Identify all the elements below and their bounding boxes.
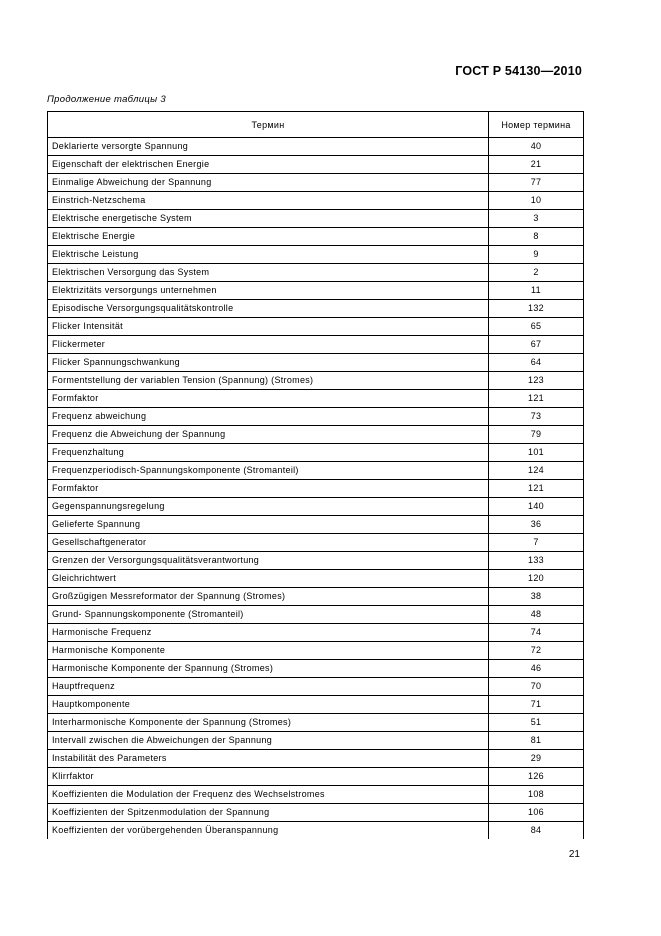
term-number-cell: 65	[489, 318, 584, 336]
term-number-cell: 72	[489, 642, 584, 660]
term-cell: Frequenz abweichung	[48, 408, 489, 426]
term-number-cell: 67	[489, 336, 584, 354]
term-number-cell: 106	[489, 804, 584, 822]
term-cell: Einstrich-Netzschema	[48, 192, 489, 210]
table-row	[48, 606, 584, 624]
term-number-cell: 21	[489, 156, 584, 174]
table-row	[48, 732, 584, 750]
term-number-cell: 81	[489, 732, 584, 750]
term-cell: Deklarierte versorgte Spannung	[48, 138, 489, 156]
table-row	[48, 822, 584, 840]
term-number-cell: 48	[489, 606, 584, 624]
table-row	[48, 318, 584, 336]
term-cell: Frequenz die Abweichung der Spannung	[48, 426, 489, 444]
term-number-cell: 70	[489, 678, 584, 696]
table-row	[48, 354, 584, 372]
table-row	[48, 642, 584, 660]
table-row	[48, 336, 584, 354]
term-cell: Gegenspannungsregelung	[48, 498, 489, 516]
term-cell: Formentstellung der variablen Tension (Spannung) (Stromes)	[48, 372, 489, 390]
column-header-number: Номер термина	[489, 112, 584, 138]
term-number-cell: 74	[489, 624, 584, 642]
table-row	[48, 498, 584, 516]
term-cell: Hauptfrequenz	[48, 678, 489, 696]
term-cell: Instabilität des Parameters	[48, 750, 489, 768]
table-row	[48, 678, 584, 696]
table-row	[48, 192, 584, 210]
table-row	[48, 696, 584, 714]
term-number-cell: 71	[489, 696, 584, 714]
term-number-cell: 121	[489, 480, 584, 498]
table-row	[48, 228, 584, 246]
term-cell: Episodische Versorgungsqualitätskontrolle	[48, 300, 489, 318]
term-cell: Harmonische Komponente der Spannung (Stromes)	[48, 660, 489, 678]
term-cell: Koeffizienten der vorübergehenden Überanspannung	[48, 822, 489, 840]
table-row	[48, 408, 584, 426]
term-cell: Formfaktor	[48, 390, 489, 408]
term-number-cell: 140	[489, 498, 584, 516]
term-cell: Flickermeter	[48, 336, 489, 354]
table-row	[48, 300, 584, 318]
term-cell: Einmalige Abweichung der Spannung	[48, 174, 489, 192]
term-number-cell: 84	[489, 822, 584, 840]
term-cell: Frequenzhaltung	[48, 444, 489, 462]
page-number: 21	[568, 849, 580, 860]
term-number-cell: 3	[489, 210, 584, 228]
table-row	[48, 516, 584, 534]
term-number-cell: 9	[489, 246, 584, 264]
term-cell: Elektrizitäts versorgungs unternehmen	[48, 282, 489, 300]
term-number-cell: 108	[489, 786, 584, 804]
table-row	[48, 426, 584, 444]
table-row	[48, 210, 584, 228]
table-row	[48, 246, 584, 264]
term-cell: Harmonische Frequenz	[48, 624, 489, 642]
term-cell: Grund- Spannungskomponente (Stromanteil)	[48, 606, 489, 624]
term-number-cell: 29	[489, 750, 584, 768]
term-cell: Flicker Intensität	[48, 318, 489, 336]
table-row	[48, 786, 584, 804]
term-cell: Intervall zwischen die Abweichungen der Spannung	[48, 732, 489, 750]
term-number-cell: 79	[489, 426, 584, 444]
term-number-cell: 7	[489, 534, 584, 552]
term-cell: Formfaktor	[48, 480, 489, 498]
table-row	[48, 156, 584, 174]
term-cell: Elektrische Energie	[48, 228, 489, 246]
term-cell: Flicker Spannungschwankung	[48, 354, 489, 372]
term-cell: Frequenzperiodisch-Spannungskomponente (Stromanteil)	[48, 462, 489, 480]
table-header-row	[48, 112, 584, 138]
term-number-cell: 51	[489, 714, 584, 732]
term-number-cell: 133	[489, 552, 584, 570]
table-row	[48, 390, 584, 408]
term-number-cell: 124	[489, 462, 584, 480]
table-row	[48, 660, 584, 678]
term-number-cell: 11	[489, 282, 584, 300]
term-number-cell: 64	[489, 354, 584, 372]
term-number-cell: 132	[489, 300, 584, 318]
document-code: ГОСТ Р 54130—2010	[455, 64, 582, 78]
term-number-cell: 126	[489, 768, 584, 786]
term-cell: Elektrische Leistung	[48, 246, 489, 264]
table-row	[48, 138, 584, 156]
table-row	[48, 588, 584, 606]
table-row	[48, 714, 584, 732]
term-cell: Gleichrichtwert	[48, 570, 489, 588]
term-cell: Gesellschaftgenerator	[48, 534, 489, 552]
table-row	[48, 174, 584, 192]
term-cell: Harmonische Komponente	[48, 642, 489, 660]
table-row	[48, 552, 584, 570]
table-row	[48, 534, 584, 552]
term-cell: Koeffizienten der Spitzenmodulation der Spannung	[48, 804, 489, 822]
term-number-cell: 46	[489, 660, 584, 678]
term-number-cell: 120	[489, 570, 584, 588]
table-row	[48, 804, 584, 822]
term-number-cell: 121	[489, 390, 584, 408]
term-number-cell: 8	[489, 228, 584, 246]
term-cell: Klirrfaktor	[48, 768, 489, 786]
term-cell: Interharmonische Komponente der Spannung (Stromes)	[48, 714, 489, 732]
term-cell: Hauptkomponente	[48, 696, 489, 714]
terms-table	[47, 111, 584, 839]
term-number-cell: 36	[489, 516, 584, 534]
term-cell: Koeffizienten die Modulation der Frequenz des Wechselstromes	[48, 786, 489, 804]
table-row	[48, 480, 584, 498]
term-cell: Elektrischen Versorgung das System	[48, 264, 489, 282]
term-number-cell: 73	[489, 408, 584, 426]
term-cell: Großzügigen Messreformator der Spannung (Stromes)	[48, 588, 489, 606]
column-header-term: Термин	[48, 112, 489, 138]
table-row	[48, 570, 584, 588]
term-cell: Grenzen der Versorgungsqualitätsverantwortung	[48, 552, 489, 570]
term-number-cell: 10	[489, 192, 584, 210]
term-cell: Elektrische energetische System	[48, 210, 489, 228]
table-body	[48, 138, 584, 840]
table-row	[48, 444, 584, 462]
table-row	[48, 264, 584, 282]
table-caption: Продолжение таблицы 3	[47, 94, 166, 105]
term-number-cell: 40	[489, 138, 584, 156]
term-number-cell: 77	[489, 174, 584, 192]
table-row	[48, 372, 584, 390]
term-cell: Gelieferte Spannung	[48, 516, 489, 534]
term-number-cell: 101	[489, 444, 584, 462]
table-row	[48, 750, 584, 768]
term-number-cell: 123	[489, 372, 584, 390]
term-cell: Eigenschaft der elektrischen Energie	[48, 156, 489, 174]
term-number-cell: 2	[489, 264, 584, 282]
table-row	[48, 768, 584, 786]
table-row	[48, 282, 584, 300]
table-row	[48, 624, 584, 642]
term-number-cell: 38	[489, 588, 584, 606]
table-row	[48, 462, 584, 480]
